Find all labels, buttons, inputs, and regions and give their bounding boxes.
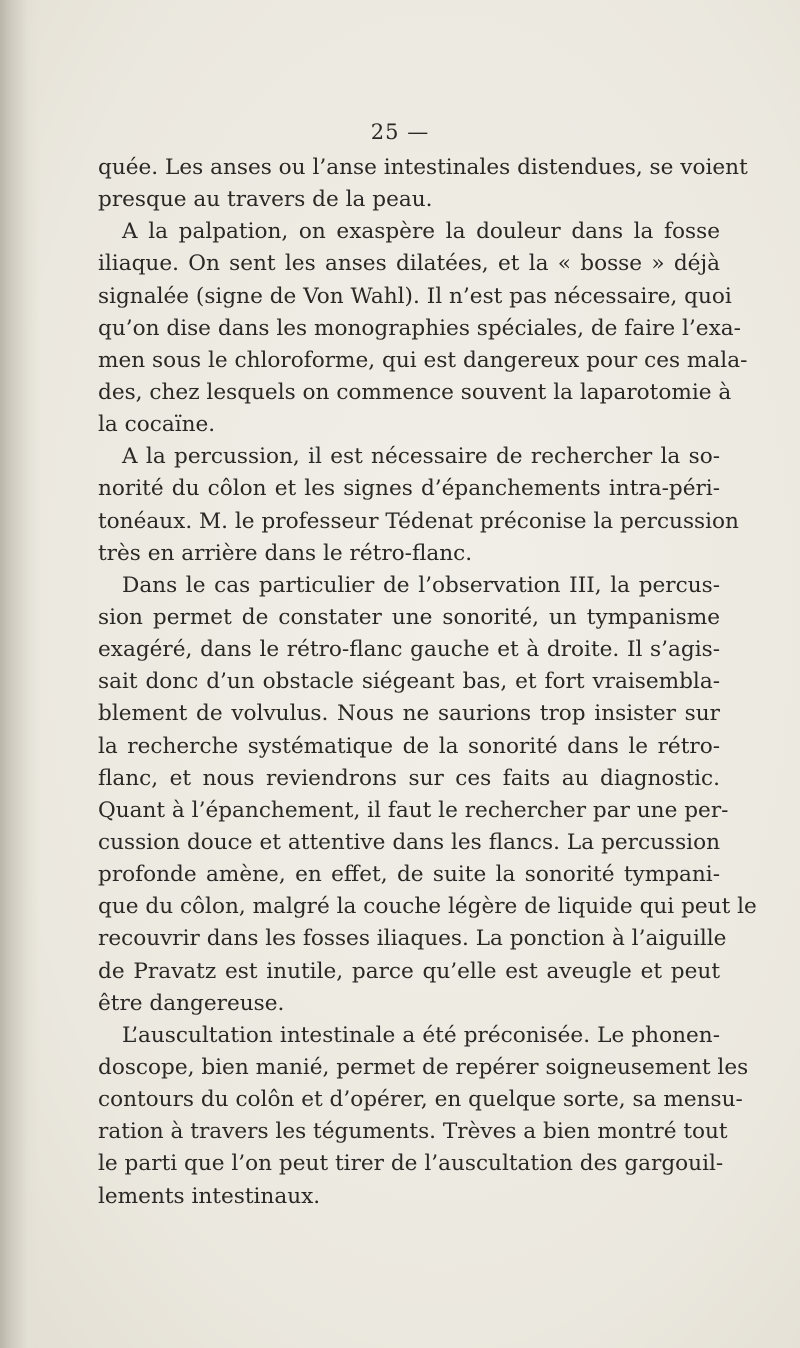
- page-number: 25 —: [370, 120, 430, 144]
- text-line: signalée (signe de Von Wahl). Il n’est pas nécessaire, quoi: [98, 283, 732, 309]
- body-text: [98, 152, 757, 1213]
- text-line: A la palpation, on exaspère la douleur dans la fosse: [122, 219, 720, 245]
- text-line: norité du côlon et les signes d’épanchements intra-péri-: [98, 476, 720, 502]
- text-line: contours du colôn et d’opérer, en quelque sorte, sa mensu-: [98, 1087, 743, 1113]
- text-line: cussion douce et attentive dans les flancs. La percussion: [98, 829, 720, 855]
- text-line: sait donc d’un obstacle siégeant bas, et fort vraisembla-: [98, 669, 720, 695]
- text-line: des, chez lesquels on commence souvent la laparotomie à: [98, 379, 732, 405]
- text-line: quée. Les anses ou l’anse intestinales distendues, se voient: [98, 155, 748, 180]
- text-line: doscope, bien manié, permet de repérer soigneusement les: [98, 1054, 749, 1080]
- text-line: exagéré, dans le rétro-flanc gauche et à droite. Il s’agis-: [98, 637, 720, 663]
- text-line: profonde amène, en effet, de suite la sonorité tympani-: [98, 862, 720, 888]
- text-line: qu’on dise dans les monographies spéciales, de faire l’exa-: [98, 315, 741, 341]
- text-line: être dangereuse.: [98, 990, 285, 1016]
- text-line: iliaque. On sent les anses dilatées, et la « bosse » déjà: [98, 251, 720, 277]
- page-gutter-shadow: [0, 0, 40, 1348]
- text-line: la recherche systématique de la sonorité dans le rétro-: [98, 733, 720, 759]
- text-line: de Pravatz est inutile, parce qu’elle est aveugle et peut: [98, 958, 720, 984]
- text-line: A la percussion, il est nécessaire de rechercher la so-: [122, 444, 720, 470]
- text-line: recouvrir dans les fosses iliaques. La ponction à l’aiguille: [98, 926, 727, 952]
- text-line: presque au travers de la peau.: [98, 187, 433, 213]
- text-line: blement de volvulus. Nous ne saurions trop insister sur: [98, 701, 720, 727]
- text-line: que du côlon, malgré la couche légère de liquide qui peut le: [98, 894, 757, 920]
- text-line: flanc, et nous reviendrons sur ces faits au diagnostic.: [98, 765, 720, 791]
- text-line: Dans le cas particulier de l’observation III, la percus-: [122, 572, 720, 598]
- text-line: L’auscultation intestinale a été préconisée. Le phonen-: [122, 1022, 720, 1048]
- text-line: lements intestinaux.: [98, 1183, 321, 1209]
- text-line: ration à travers les téguments. Trèves a bien montré tout: [98, 1119, 728, 1145]
- text-line: tonéaux. M. le professeur Tédenat préconise la percussion: [98, 508, 739, 534]
- text-line: le parti que l’on peut tirer de l’auscultation des gargouil-: [98, 1151, 724, 1177]
- text-line: men sous le chloroforme, qui est dangereux pour ces mala-: [98, 347, 748, 373]
- text-line: très en arrière dans le rétro-flanc.: [98, 540, 473, 566]
- text-line: la cocaïne.: [98, 412, 216, 438]
- text-line: sion permet de constater une sonorité, un tympanisme: [98, 604, 720, 630]
- text-line: Quant à l’épanchement, il faut le rechercher par une per-: [98, 797, 729, 823]
